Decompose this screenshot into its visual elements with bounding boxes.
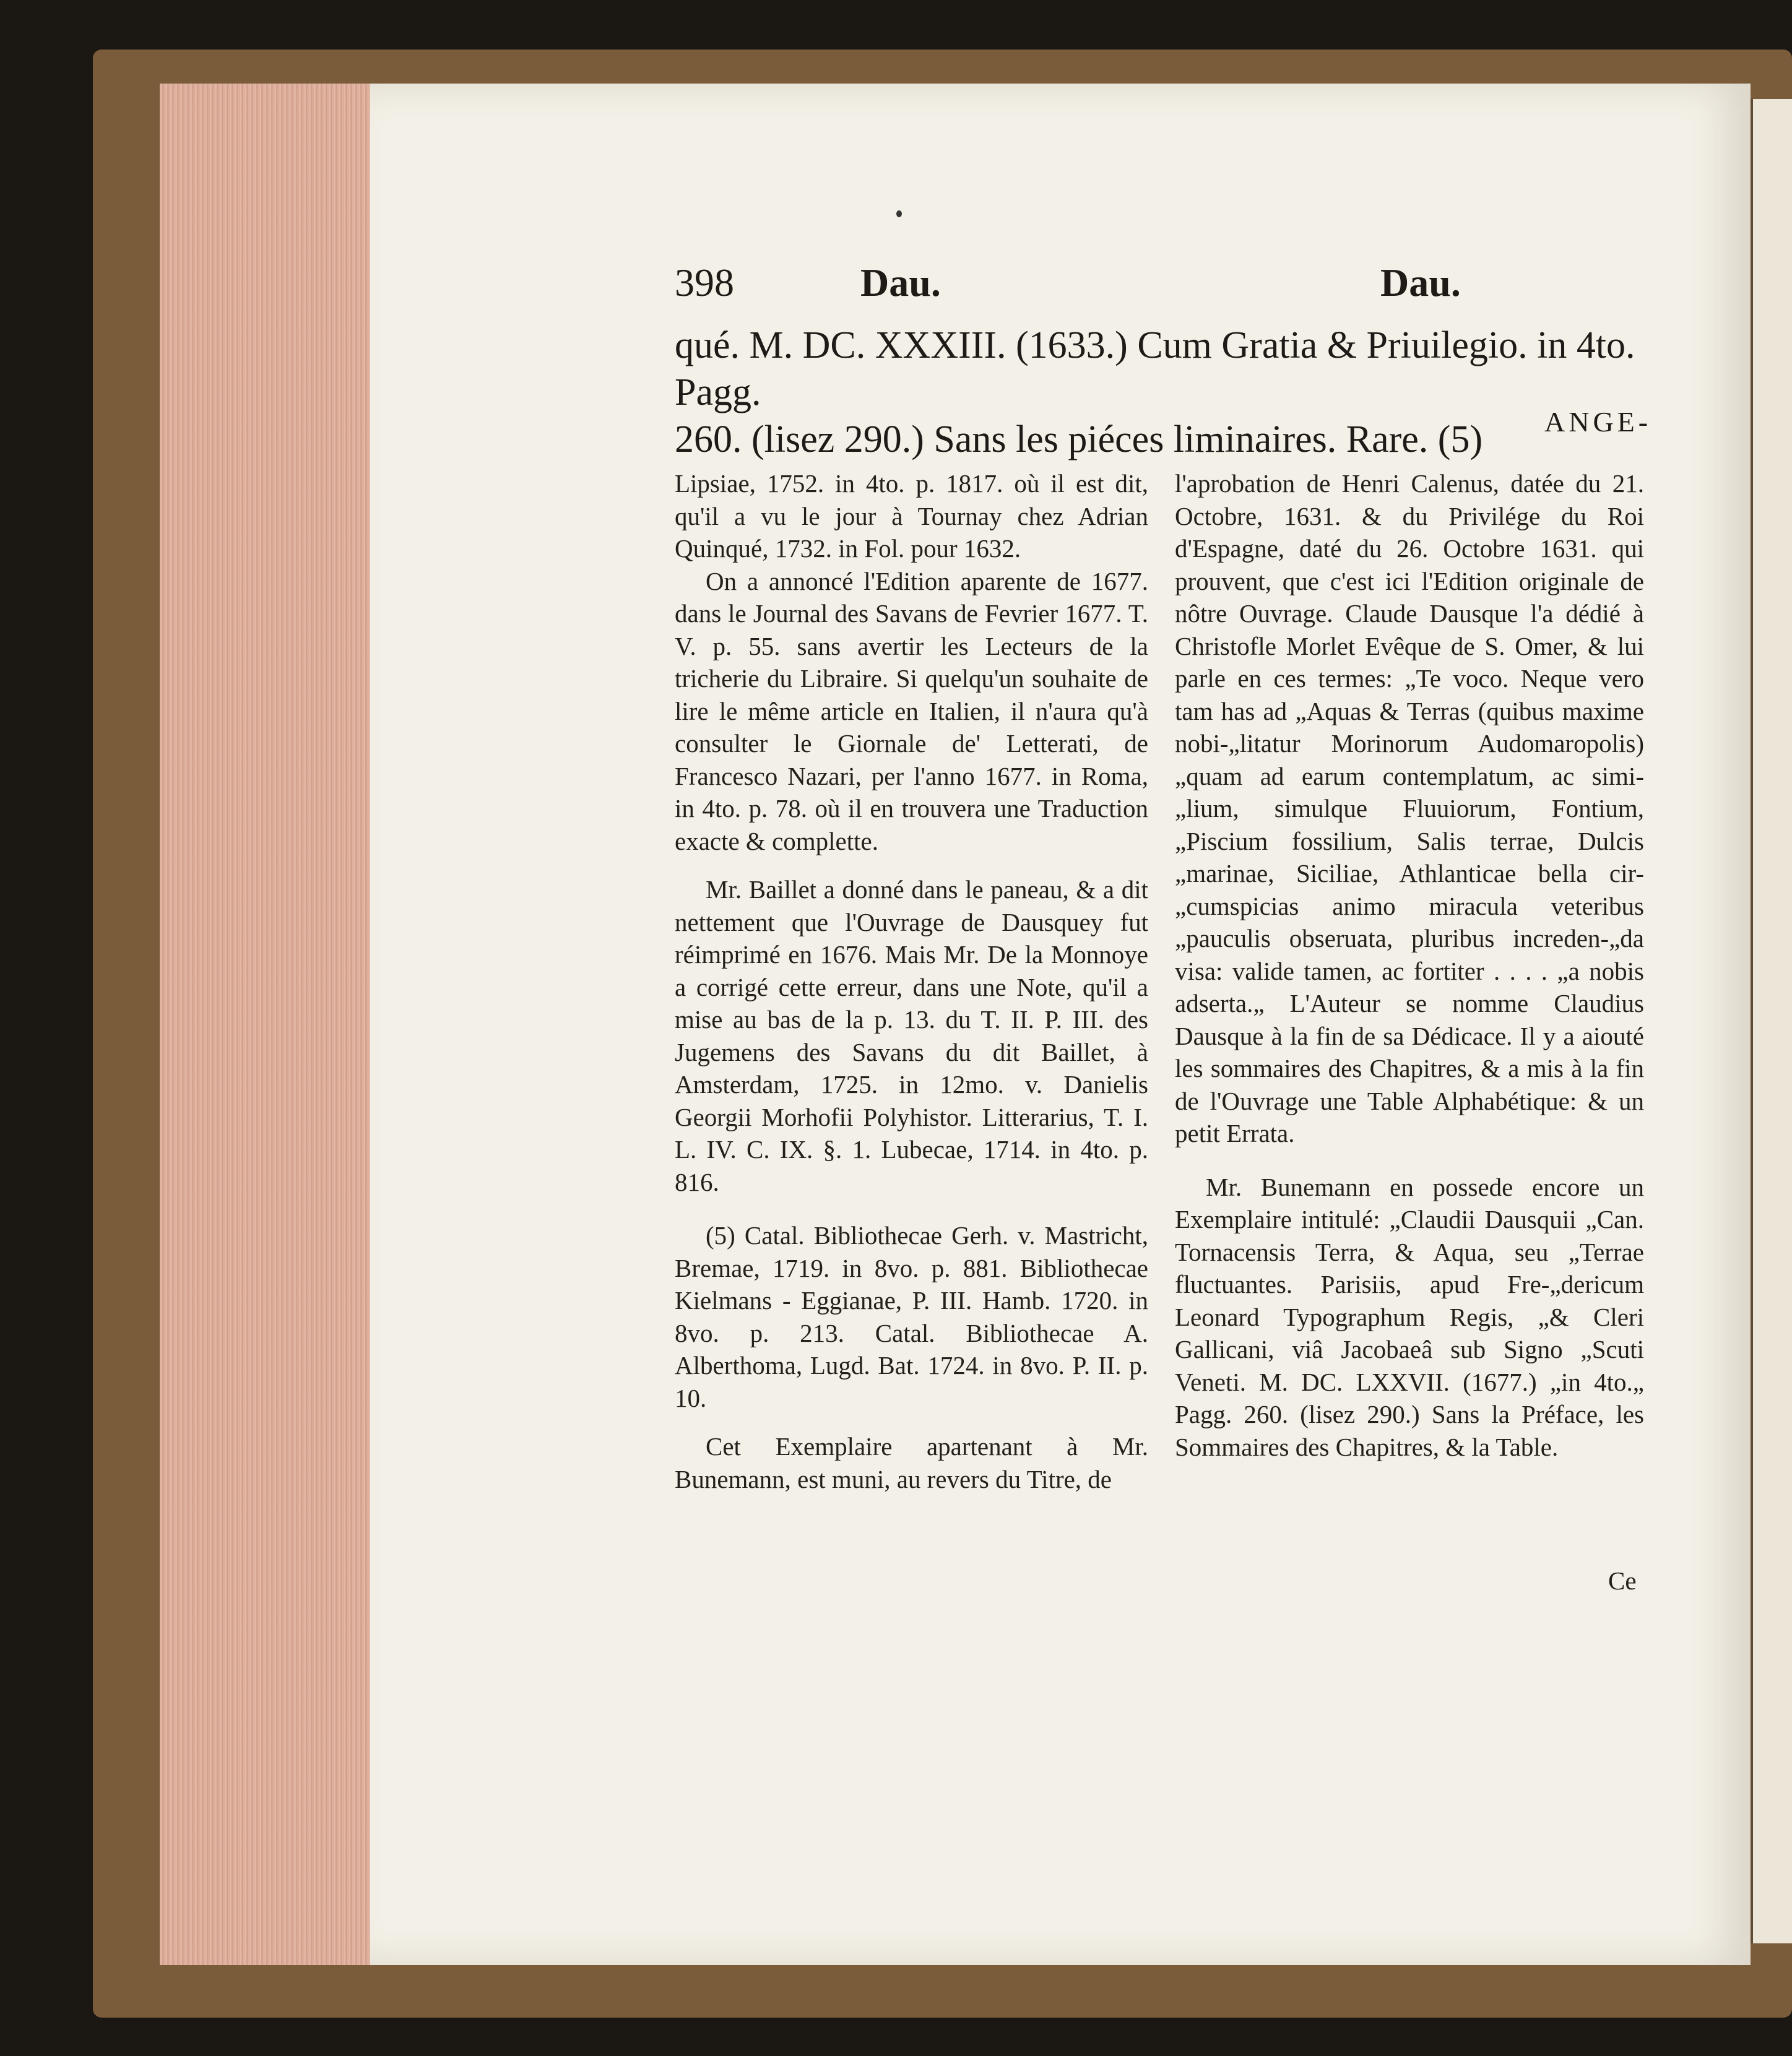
ink-dot xyxy=(896,210,902,217)
catchword: Ce xyxy=(1608,1566,1637,1595)
running-head-right: Dau. xyxy=(1380,261,1461,305)
paragraph: Cet Exemplaire apartenant à Mr. Bunemann, est muni, au revers du Titre, de xyxy=(675,1432,1148,1493)
title-line-1: qué. M. DC. XXXIII. (1633.) Cum Gratia & Priuilegio. in 4to. Pagg. xyxy=(675,324,1635,413)
paragraph: On a annoncé l'Edition aparente de 1677. dans le Journal des Savans de Fevrier 1677. T. V. p. 55. sans avertir les Lecteurs de la tricherie du Libraire. Si quelqu'un souhaite de lire le même article en Italien, il n'aura qu'à consulter le Giornale de' Letterati, de Francesco Nazari, per l'anno 1677. in Roma, in 4to. p. 78. où il en trouvera une Traduction exacte & complette. xyxy=(675,566,1148,855)
page-number: 398 xyxy=(675,261,734,305)
paragraph: Mr. Baillet a donné dans le paneau, & a dit nettement que l'Ouvrage de Dausquey fut réimprimé en 1676. Mais Mr. De la Monnoye a corrigé cette erreur, dans une Note, qu'il a mise au bas de la p. 13. du T. II. P. III. des Jugemens des Savans du dit Baillet, à Amsterdam, 1725. in 12mo. v. Danielis Georgii Morhofii Polyhistor. Litterarius, T. I. L. IV. C. IX. §. 1. Lubecae, 1714. in 4to. p. 816. xyxy=(675,875,1148,1196)
paragraph: l'aprobation de Henri Calenus, datée du 21. Octobre, 1631. & du Privilége du Roi d'Espagne, daté du 26. Octobre 1631. qui prouvent, que c'est ici l'Edition originale de nôtre Ouvrage. Claude Dausque l'a dédié à Christofle Morlet Evêque de S. Omer, & lui parle en ces termes: „Te voco. Neque vero tam has ad „Aquas & Terras (quibus maxime nobi-„litatur Morinorum Audomaropolis) „quam ad earum contemplatum, ac simi-„lium, simulque Fluuiorum, Fontium, „Piscium fossilium, Salis terrae, Dulcis „marinae, Siciliae, Athlanticae bella cir-„cumspicias animo miracula veteribus „pauculis obseruata, pluribus increden-„da visa: valide tamen, ac fortiter . . . . „a nobis adserta.„ L'Auteur se nomme Claudius Dausque à la fin de sa Dédicace. Il y a aiouté les sommaires des Chapitres, & a mis à la fin de l'Ouvrage une Table Alphabétique: & un petit Errata. xyxy=(1175,469,1644,1147)
page-edges xyxy=(160,84,372,1965)
left-column xyxy=(675,467,1148,1495)
paragraph: Lipsiae, 1752. in 4to. p. 1817. où il est dit, qu'il a vu le jour à Tournay chez Adrian Quinqué, 1732. in Fol. pour 1632. xyxy=(675,469,1148,563)
title-continuation xyxy=(675,322,1665,463)
facing-page-edge xyxy=(1751,99,1792,1943)
right-column xyxy=(1175,467,1644,1463)
footnote: (5) Catal. Bibliothecae Gerh. v. Mastricht, Bremae, 1719. in 8vo. p. 881. Bibliothecae Kielmans - Eggianae, P. III. Hamb. 1720. in 8vo. p. 213. Catal. Bibliothecae A. Alberthoma, Lugd. Bat. 1724. in 8vo. P. II. p. 10. xyxy=(675,1221,1148,1412)
running-head-center: Dau. xyxy=(860,261,941,305)
heading-catchword: ANGE- xyxy=(1544,406,1652,438)
paragraph: Mr. Bunemann en possede encore un Exemplaire intitulé: „Claudii Dausquii „Can. Tornacensis Terra, & Aqua, seu „Terrae fluctuantes. Parisiis, apud Fre-„dericum Leonard Typographum Regis, „& Cleri Gallicani, viâ Jacobaeâ sub Signo „Scuti Veneti. M. DC. LXXVII. (1677.) „in 4to.„ Pagg. 260. (lisez 290.) Sans la Préface, les Sommaires des Chapitres, & la Table. xyxy=(1175,1172,1644,1461)
title-line-2: 260. (lisez 290.) Sans les piéces liminaires. Rare. (5) xyxy=(675,418,1483,460)
